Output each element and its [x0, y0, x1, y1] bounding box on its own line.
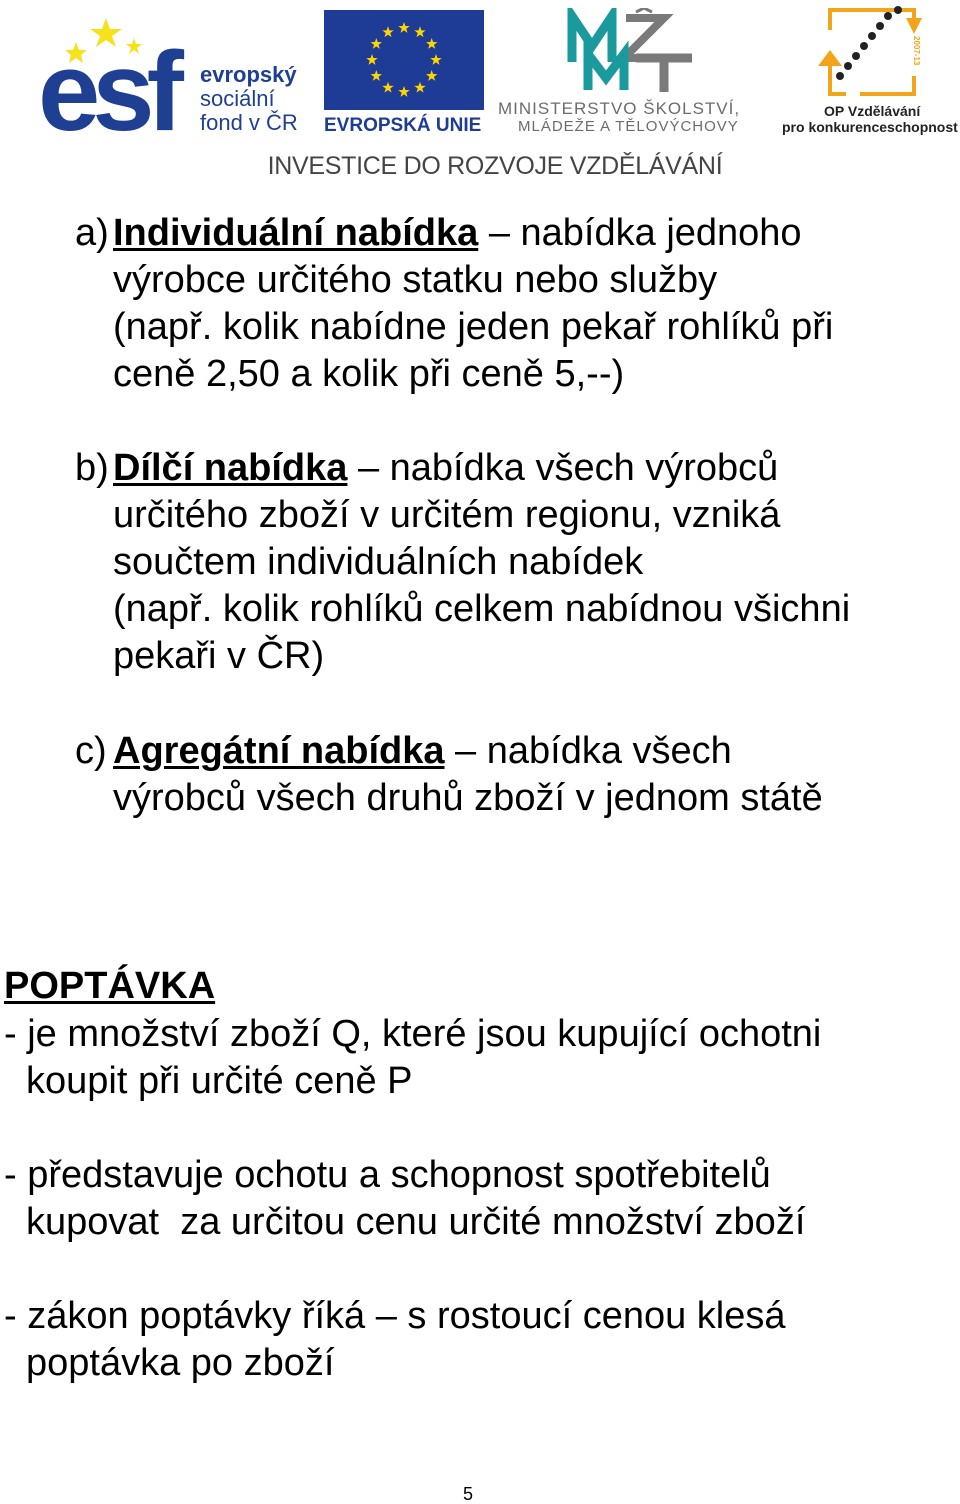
item-a-marker: a) [75, 212, 109, 254]
item-a-term: Individuální nabídka [113, 212, 479, 254]
msmt-logo [496, 8, 768, 136]
esf-logo [38, 8, 318, 136]
esf-caption-line-3: fond v ČR [200, 110, 298, 135]
item-a-first-line [75, 210, 833, 257]
bullet-continuation-line: koupit při určité ceně P [26, 1060, 413, 1102]
list-item-b [75, 445, 850, 680]
item-b-term: Dílčí nabídka [113, 447, 348, 489]
msmt-logo-graphic [496, 8, 768, 96]
item-c-line: výrobců všech druhů zboží v jednom státě [113, 777, 823, 819]
poptavka-heading: POPTÁVKA [4, 965, 216, 1007]
op-vzdelavani-logo [780, 6, 958, 136]
eu-logo [324, 10, 484, 136]
op-logo-graphic [780, 6, 958, 102]
page-number: 5 [462, 1484, 473, 1504]
header-logo-strip [0, 0, 960, 190]
investice-tagline: INVESTICE DO ROZVOJE VZDĚLÁVÁNÍ [267, 152, 723, 180]
msmt-caption-line-2: MLÁDEŽE A TĚLOVÝCHOVY [518, 118, 739, 135]
item-b-line: (např. kolik rohlíků celkem nabídnou všichni [113, 588, 851, 630]
bullet-continuation-line: poptávka po zboží [26, 1342, 335, 1384]
item-b-line: určitého zboží v určitém regionu, vzniká [113, 494, 781, 536]
item-b-marker: b) [75, 447, 109, 489]
item-a-line: ceně 2,50 a kolik při ceně 5,--) [113, 353, 625, 395]
list-item-a [75, 210, 833, 398]
eu-caption: EVROPSKÁ UNIE [324, 115, 482, 136]
item-c-first-rest: – nabídka všech [444, 730, 732, 772]
op-caption-line-1: OP Vzdělávání [824, 103, 921, 119]
item-c-marker: c) [75, 730, 107, 772]
item-b-first-line [75, 445, 850, 492]
list-item-c [75, 728, 823, 822]
msmt-caption-line-1: MINISTERSTVO ŠKOLSTVÍ, [498, 99, 741, 118]
poptavka-bullet-1 [4, 1011, 821, 1105]
item-b-line: pekaři v ČR) [113, 635, 325, 677]
bullet-first-line: - je množství zboží Q, které jsou kupující ochotni [4, 1013, 822, 1055]
item-a-first-rest: – nabídka jednoho [478, 212, 802, 254]
item-a-line: výrobce určitého statku nebo služby [113, 259, 718, 301]
svg-text:esf: esf [38, 29, 176, 136]
poptavka-bullet-2 [4, 1152, 805, 1246]
bullet-first-line: - zákon poptávky říká – s rostoucí cenou klesá [4, 1295, 786, 1337]
esf-caption-line-2: sociální [200, 86, 275, 111]
bullet-continuation-line: kupovat za určitou cenu určité množství zboží [26, 1201, 806, 1243]
item-b-first-rest: – nabídka všech výrobců [347, 447, 779, 489]
item-b-line: součtem individuálních nabídek [113, 541, 644, 583]
op-years-label: 2007-13 [912, 36, 921, 66]
bullet-first-line: - představuje ochotu a schopnost spotřebitelů [4, 1154, 771, 1196]
esf-caption-line-1: evropský [200, 62, 297, 87]
poptavka-bullet-3 [4, 1293, 786, 1387]
item-c-first-line [75, 728, 823, 775]
eu-flag-icon [324, 10, 484, 110]
item-a-line: (např. kolik nabídne jeden pekař rohlíků při [113, 306, 834, 348]
item-c-term: Agregátní nabídka [113, 730, 445, 772]
op-caption-line-2: pro konkurenceschopnost [782, 119, 958, 135]
